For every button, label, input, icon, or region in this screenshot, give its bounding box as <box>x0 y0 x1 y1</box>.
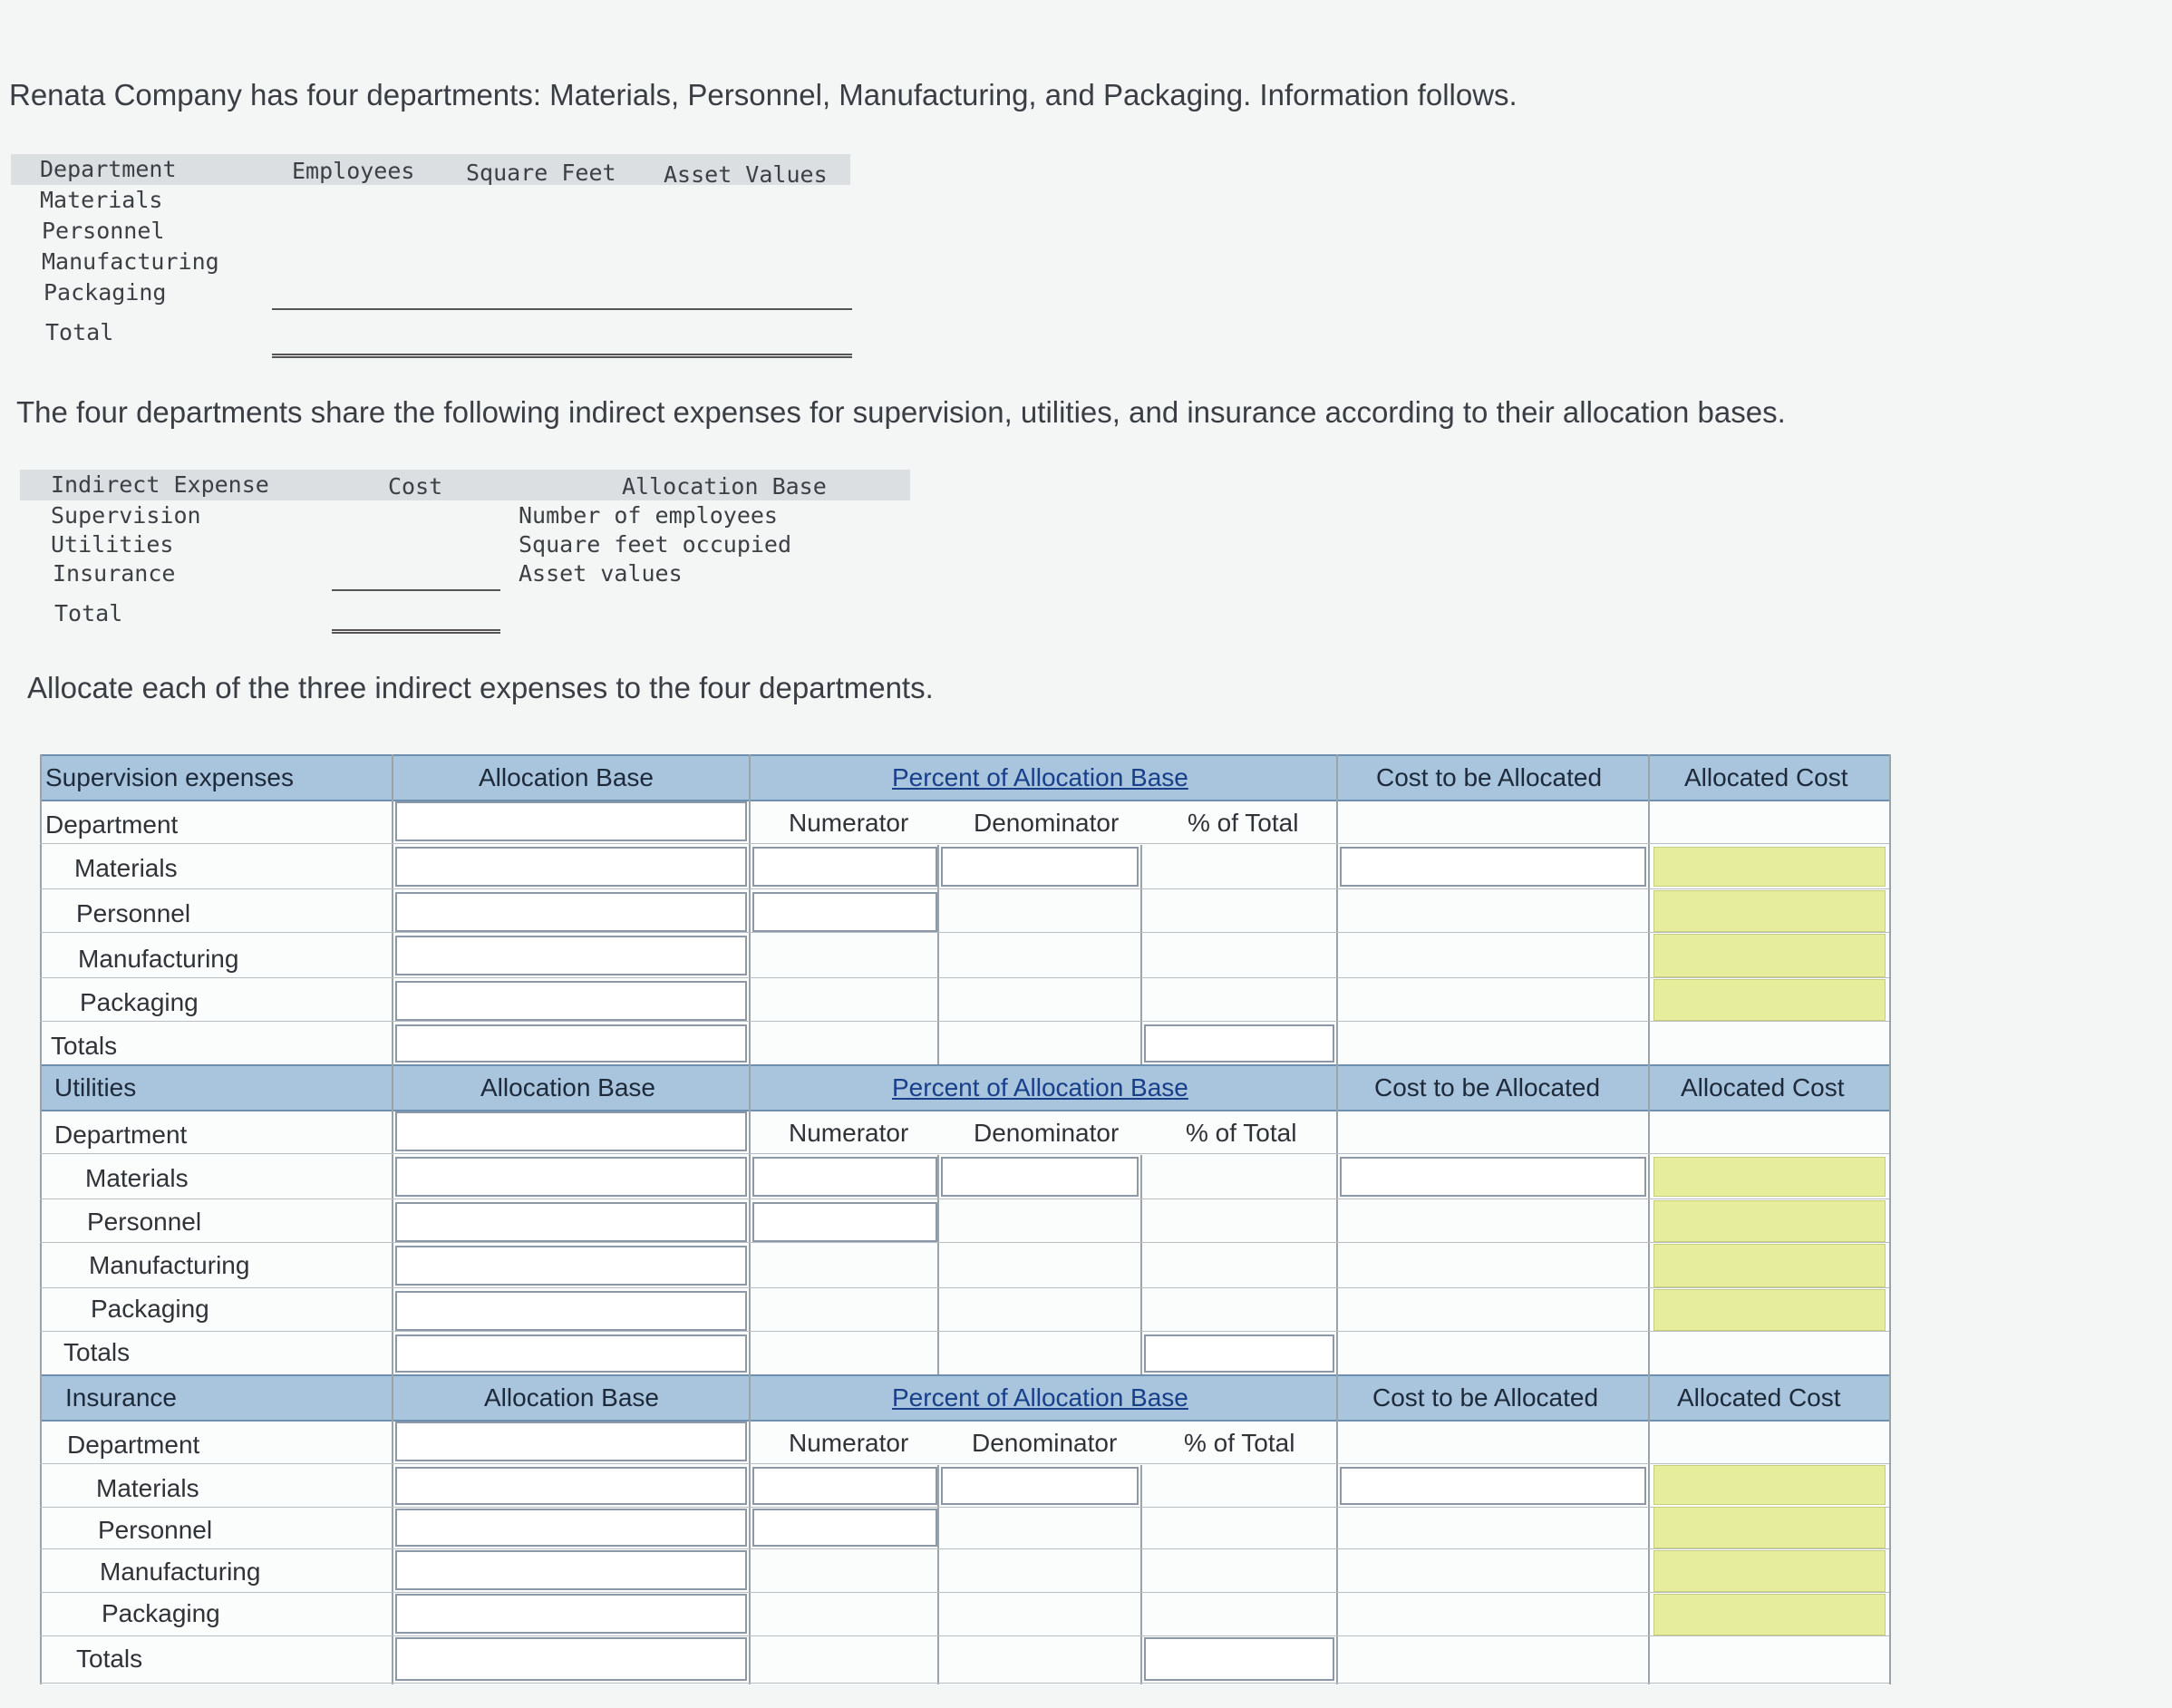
utilities-pct-total-input[interactable] <box>1144 1334 1334 1373</box>
insurance-packaging-base-input[interactable] <box>395 1594 747 1634</box>
supervision-manufacturing-base-input[interactable] <box>395 936 747 975</box>
dept-manufacturing-label: Manufacturing <box>100 1558 261 1586</box>
utilities-allocated-packaging[interactable] <box>1653 1289 1886 1331</box>
totals-label: Totals <box>51 1032 118 1060</box>
numerator-header: Numerator <box>789 1429 909 1457</box>
supervision-allocated-materials[interactable] <box>1653 847 1886 887</box>
total-double-rule <box>272 354 852 358</box>
dept-materials-label: Materials <box>85 1164 189 1192</box>
row-base: Asset values <box>519 560 683 587</box>
dept-packaging-label: Packaging <box>91 1295 209 1323</box>
supervision-materials-base-input[interactable] <box>395 847 747 887</box>
subtotal-rule <box>332 589 500 591</box>
supervision-totals-base-input[interactable] <box>395 1024 747 1063</box>
dept-manufacturing-label: Manufacturing <box>78 945 239 973</box>
insurance-block <box>40 1374 1889 1684</box>
dept-materials-label: Materials <box>74 854 178 882</box>
utilities-cost-input[interactable] <box>1340 1157 1646 1197</box>
dept-personnel-label: Personnel <box>98 1516 213 1544</box>
row-label: Materials <box>40 187 163 213</box>
cost-to-allocate-header: Cost to be Allocated <box>1372 1383 1599 1412</box>
insurance-allocated-manufacturing[interactable] <box>1653 1550 1886 1592</box>
supervision-denominator-input[interactable] <box>941 847 1139 887</box>
col-header-cost: Cost <box>388 473 443 500</box>
numerator-header: Numerator <box>789 809 909 837</box>
denominator-header: Denominator <box>974 1119 1120 1147</box>
department-label: Department <box>54 1121 188 1149</box>
intro-text-3: Allocate each of the three indirect expenses to the four departments. <box>27 671 934 704</box>
utilities-block <box>40 1064 1889 1374</box>
insurance-allocation-base-header-input[interactable] <box>395 1422 747 1461</box>
utilities-packaging-base-input[interactable] <box>395 1291 747 1331</box>
section-title: Supervision expenses <box>45 763 294 791</box>
percent-header[interactable]: Percent of Allocation Base <box>892 1073 1188 1101</box>
subtotal-rule <box>272 308 852 310</box>
utilities-allocated-materials[interactable] <box>1653 1157 1886 1197</box>
col-header-department: Department <box>40 156 177 182</box>
col-header-allocation-base: Allocation Base <box>622 473 827 500</box>
percent-header[interactable]: Percent of Allocation Base <box>892 763 1188 791</box>
allocation-base-header: Allocation Base <box>484 1383 660 1412</box>
insurance-pct-total-input[interactable] <box>1144 1637 1334 1681</box>
supervision-allocation-base-header-input[interactable] <box>395 801 747 841</box>
section-title: Insurance <box>65 1383 177 1412</box>
insurance-allocated-packaging[interactable] <box>1653 1594 1886 1635</box>
utilities-personnel-numerator-input[interactable] <box>752 1202 937 1242</box>
intro-text: Renata Company has four departments: Materials, Personnel, Manufacturing, and Packaging. Information follows. <box>9 78 1517 112</box>
department-label: Department <box>45 810 179 839</box>
insurance-cost-input[interactable] <box>1340 1467 1646 1505</box>
percent-header[interactable]: Percent of Allocation Base <box>892 1383 1188 1412</box>
col-header-indirect-expense: Indirect Expense <box>51 471 269 498</box>
insurance-personnel-base-input[interactable] <box>395 1509 747 1547</box>
cost-to-allocate-header: Cost to be Allocated <box>1376 763 1603 791</box>
utilities-header-row <box>40 1064 1889 1111</box>
allocated-cost-header: Allocated Cost <box>1681 1073 1845 1101</box>
insurance-manufacturing-base-input[interactable] <box>395 1550 747 1590</box>
utilities-allocation-base-header-input[interactable] <box>395 1111 747 1151</box>
utilities-manufacturing-base-input[interactable] <box>395 1246 747 1286</box>
supervision-block <box>40 754 1889 1064</box>
dept-packaging-label: Packaging <box>102 1599 220 1627</box>
supervision-header-row <box>40 754 1889 801</box>
cost-to-allocate-header: Cost to be Allocated <box>1374 1073 1601 1101</box>
supervision-packaging-base-input[interactable] <box>395 981 747 1021</box>
total-label: Total <box>54 600 123 626</box>
supervision-personnel-numerator-input[interactable] <box>752 892 937 932</box>
dept-personnel-label: Personnel <box>87 1208 202 1236</box>
supervision-numerator-input[interactable] <box>752 847 937 887</box>
row-base: Number of employees <box>519 502 778 529</box>
row-label: Utilities <box>51 531 174 558</box>
allocation-base-header: Allocation Base <box>479 763 655 791</box>
col-header-square-feet: Square Feet <box>466 160 616 186</box>
numerator-header: Numerator <box>789 1119 909 1147</box>
utilities-numerator-input[interactable] <box>752 1157 937 1197</box>
total-double-rule <box>332 629 500 634</box>
utilities-denominator-input[interactable] <box>941 1157 1139 1197</box>
col-header-employees: Employees <box>292 158 415 184</box>
utilities-totals-base-input[interactable] <box>395 1334 747 1373</box>
utilities-allocated-personnel[interactable] <box>1653 1200 1886 1242</box>
insurance-personnel-numerator-input[interactable] <box>752 1509 937 1547</box>
denominator-header: Denominator <box>974 809 1120 837</box>
allocated-cost-header: Allocated Cost <box>1677 1383 1841 1412</box>
dept-packaging-label: Packaging <box>80 988 199 1016</box>
row-label: Supervision <box>51 502 201 529</box>
intro-text-2: The four departments share the following indirect expenses for supervision, utilities, and insurance according to their allocation bases. <box>16 395 1786 429</box>
allocation-worksheet <box>40 754 1889 1684</box>
insurance-numerator-input[interactable] <box>752 1467 937 1505</box>
supervision-allocated-personnel[interactable] <box>1653 890 1886 932</box>
row-label: Manufacturing <box>42 248 219 275</box>
insurance-header-row <box>40 1374 1889 1422</box>
totals-label: Totals <box>76 1645 143 1673</box>
row-base: Square feet occupied <box>519 531 792 558</box>
insurance-denominator-input[interactable] <box>941 1467 1139 1505</box>
supervision-allocated-packaging[interactable] <box>1653 979 1886 1021</box>
supervision-cost-input[interactable] <box>1340 847 1646 887</box>
pct-total-header: % of Total <box>1186 1119 1297 1147</box>
section-title: Utilities <box>54 1073 137 1101</box>
row-label: Insurance <box>53 560 176 587</box>
dept-manufacturing-label: Manufacturing <box>89 1251 250 1279</box>
department-label: Department <box>67 1431 200 1459</box>
dept-personnel-label: Personnel <box>76 899 191 927</box>
allocated-cost-header: Allocated Cost <box>1684 763 1848 791</box>
allocation-base-header: Allocation Base <box>480 1073 656 1101</box>
denominator-header: Denominator <box>972 1429 1118 1457</box>
pct-total-header: % of Total <box>1188 809 1299 837</box>
utilities-personnel-base-input[interactable] <box>395 1202 747 1242</box>
pct-total-header: % of Total <box>1184 1429 1295 1457</box>
supervision-pct-total-input[interactable] <box>1144 1024 1334 1063</box>
total-label: Total <box>45 319 114 345</box>
col-header-asset-values: Asset Values <box>664 161 828 188</box>
insurance-allocated-personnel[interactable] <box>1653 1507 1886 1548</box>
supervision-personnel-base-input[interactable] <box>395 892 747 932</box>
totals-label: Totals <box>63 1338 131 1366</box>
insurance-materials-base-input[interactable] <box>395 1467 747 1505</box>
utilities-allocated-manufacturing[interactable] <box>1653 1244 1886 1287</box>
dept-materials-label: Materials <box>96 1474 199 1502</box>
row-label: Packaging <box>44 279 167 306</box>
insurance-allocated-materials[interactable] <box>1653 1465 1886 1505</box>
row-label: Personnel <box>42 218 165 244</box>
utilities-materials-base-input[interactable] <box>395 1157 747 1197</box>
supervision-allocated-manufacturing[interactable] <box>1653 934 1886 977</box>
insurance-totals-base-input[interactable] <box>395 1637 747 1681</box>
